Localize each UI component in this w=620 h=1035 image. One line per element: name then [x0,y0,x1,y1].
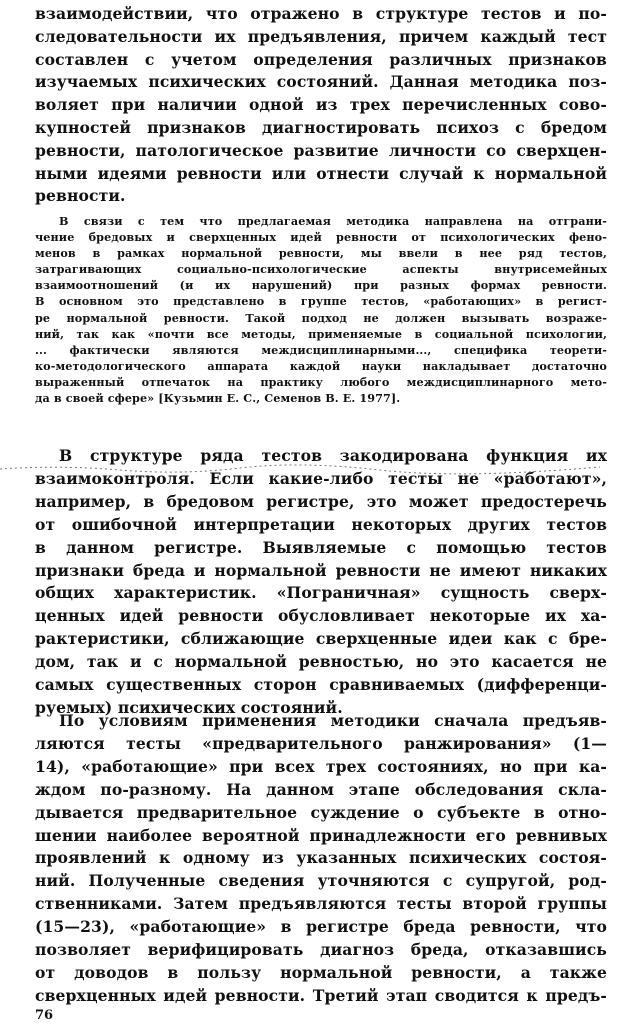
text-line: следовательности их предъявления, причем каждый тест [35,26,607,46]
text-line: например, в бредовом регистре, это может предостеречь [35,491,607,511]
note-line: ... фактически являются междисциплинарными..., специфика теорети- [35,342,607,357]
text-line: изучаемых психических состояний. Данная методика поз- [35,72,607,92]
note-line: взаимоотношений (и их нарушений) при разных формах ревности. [35,278,607,293]
text-line: от ошибочной интерпретации некоторых других тестов [35,514,607,534]
note-line: чение бредовых и сверхценных идей ревности от психологических фено- [35,230,607,245]
text-line: позволяет верифицировать диагноз бреда, отказавшись [35,940,607,960]
text-line: признаки бреда и нормальной ревности не имеют никаких [35,560,607,580]
note-line: В основном это представлено в группе тестов, «работающих» в регист- [35,294,607,309]
text-line: рактеристики, сближающие сверхценные идеи как с бре- [35,629,607,649]
note-line: В связи с тем что предлагаемая методика направлена на отграни- [59,214,607,228]
text-line: общих характеристик. «Пограничная» сущность сверх- [35,583,607,603]
note-line: выраженный отпечаток на практику любого междисциплинарного мето- [35,374,607,389]
text-line: дывается предварительное суждение о субъекте в отно- [35,802,607,822]
paragraph-1 [35,3,607,208]
text-line: ляются тесты «предварительного ранжирования» (1— [35,733,607,753]
paragraph-2 [35,445,607,720]
text-line: в данном регистре. Выявляемые с помощью тестов [35,537,607,557]
page-number: 76 [35,1008,54,1023]
text-line: сверхценных идей ревности. Третий этап сводится к предъ- [35,985,607,1005]
text-line: ценных идей ревности обусловливает некоторые их ха- [35,606,607,626]
text-line: По условиям применения методики сначала предъяв- [59,711,607,730]
text-line: воляет при наличии одной из трех перечисленных сово- [35,95,607,115]
text-line: взаимодействии, что отражено в структуре тестов и по- [35,4,607,23]
text-line: взаимоконтроля. Если какие-либо тесты не «работают», [35,468,607,488]
note-line: ко-методологического аппарата каждой науки накладывает достаточно [35,358,607,373]
scan-noise-mark [0,462,620,476]
text-line: ждом по-разному. На данном этапе обследования скла- [35,779,607,799]
text-line: шении наиболее вероятной принадлежности его ревнивых [35,825,607,845]
text-line: ственниками. Затем предъявляются тесты второй группы [35,894,607,914]
paragraph-3 [35,710,607,1008]
text-line: 14), «работающие» при всех трех состояниях, но при ка- [35,756,607,776]
text-line: дом, так и с нормальной ревностью, но это касается не [35,652,607,672]
text-line: проявлений к одному из указанных психических состоя- [35,848,607,868]
text-line: ревности, патологическое развитие личности со сверхцен- [35,140,607,160]
text-line: составлен с учетом определения различных признаков [35,49,607,69]
note-line: ний, так как «почти все методы, применяемые в социальной психологии, [35,326,607,341]
text-line: ревности. [35,186,126,206]
text-line: руемых) психических состояний. [35,697,343,717]
text-line: В структуре ряда тестов закодирована функция их [59,446,607,465]
text-line: самых существенных сторон сравниваемых (дифференци- [35,675,607,695]
note-line: затрагивающих социально-психологические аспекты внутрисемейных [35,262,607,277]
footnote-block [35,213,607,406]
text-line: от доводов в пользу нормальной ревности, а также [35,962,607,982]
text-line: купностей признаков диагностировать психоз с бредом [35,117,607,137]
text-line: (15—23), «работающие» в регистре бреда ревности, что [35,917,607,937]
text-line: ний. Полученные сведения уточняются с супругой, род- [35,871,607,891]
note-line: да в своей сфере» [Кузьмин Е. С., Семенов В. Е. 1977]. [35,391,401,406]
note-line: менов в рамках нормальной ревности, мы ввели в нее ряд тестов, [35,246,607,261]
note-line: ре нормальной ревности. Такой подход не должен вызывать возраже- [35,310,607,325]
text-line: ными идеями ревности или отнести случай к нормальной [35,163,607,183]
